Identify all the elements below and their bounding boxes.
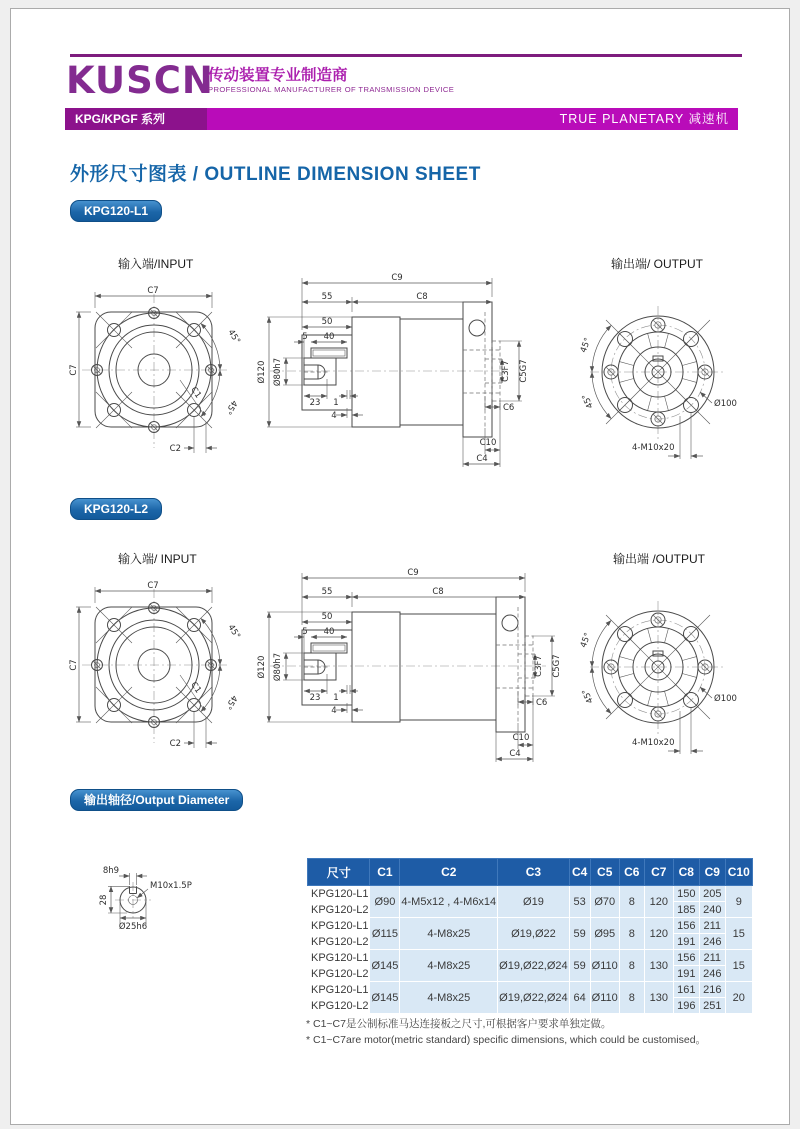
dim-c10: C10 — [512, 733, 530, 743]
output-diameter-badge: 输出轴径/Output Diameter — [70, 789, 243, 811]
footnote-cn: * C1~C7是公制标准马达连接板之尺寸,可根据客户要求单独定做。 — [306, 1018, 612, 1030]
dim-c9: C9 — [407, 568, 419, 578]
dim-45-b: 45° — [580, 686, 596, 705]
dim-c6: C6 — [536, 698, 548, 708]
cell-c10: 15 — [725, 918, 752, 950]
cell-c8: 191 — [673, 934, 699, 950]
cell-c4: 64 — [569, 982, 590, 1014]
dim-4: 4 — [331, 411, 337, 421]
cell-model: KPG120-L1 — [308, 982, 370, 998]
shaft-dimensions — [99, 866, 192, 932]
cell-c1: Ø115 — [370, 918, 400, 950]
cell-c4: 53 — [569, 886, 590, 918]
dim-1: 1 — [333, 398, 339, 408]
cell-model: KPG120-L1 — [308, 918, 370, 934]
cell-c8: 156 — [673, 950, 699, 966]
dim-input-flange: Ø120 — [257, 360, 267, 384]
dim-45-upper: 45° — [225, 622, 242, 641]
cell-c7: 130 — [644, 982, 673, 1014]
footnote-en: * C1~C7are motor(metric standard) specific dimensions, which could be customised。 — [306, 1033, 707, 1046]
l2-output-view-label: 输出端 /OUTPUT — [613, 552, 705, 566]
model-badge-kpg120-l1: KPG120-L1 — [70, 200, 162, 222]
dim-c8: C8 — [432, 587, 444, 597]
cell-c9: 246 — [699, 966, 725, 982]
cell-model: KPG120-L2 — [308, 998, 370, 1014]
cell-model: KPG120-L2 — [308, 966, 370, 982]
dim-45-a: 45° — [578, 336, 594, 355]
dim-45-lower: 45° — [222, 693, 239, 712]
l1-input-view-label: 输入端/INPUT — [118, 257, 194, 271]
cell-model: KPG120-L1 — [308, 950, 370, 966]
table-row — [308, 982, 753, 998]
cell-c7: 120 — [644, 886, 673, 918]
cell-c1: Ø145 — [370, 982, 400, 1014]
col-header-c9: C9 — [699, 859, 725, 886]
dim-shaft-tap: M10x1.5P — [150, 881, 192, 891]
cell-c8: 161 — [673, 982, 699, 998]
output-shaft-drawing — [75, 845, 235, 955]
l2-side-drawing — [256, 561, 580, 789]
dim-c5: C5G7 — [552, 654, 562, 678]
table-row — [308, 918, 753, 934]
dim-c1: C1 — [188, 385, 203, 401]
cell-model: KPG120-L2 — [308, 902, 370, 918]
dim-output-bolt-circle: Ø100 — [714, 694, 737, 704]
dim-45-upper: 45° — [225, 327, 242, 346]
dim-55: 55 — [321, 292, 333, 302]
dim-c4: C4 — [509, 749, 521, 759]
cell-c3: Ø19,Ø22 — [498, 918, 570, 950]
cell-c4: 59 — [569, 950, 590, 982]
dim-c4: C4 — [476, 454, 488, 464]
dim-key-width: 8h9 — [102, 866, 120, 876]
cell-c3: Ø19,Ø22,Ø24 — [498, 982, 570, 1014]
dim-c10: C10 — [479, 438, 497, 448]
dim-23: 23 — [309, 398, 321, 408]
shaft-outline — [115, 882, 151, 918]
catalog-page — [10, 8, 790, 1125]
series-badge: KPG/KPGF 系列 — [65, 108, 207, 130]
l2-input-view-label: 输入端/ INPUT — [118, 552, 197, 566]
page-title: 外形尺寸图表 / OUTLINE DIMENSION SHEET — [70, 164, 481, 185]
dim-c7-top: C7 — [147, 581, 159, 591]
cell-c10: 20 — [725, 982, 752, 1014]
cell-c8: 156 — [673, 918, 699, 934]
dim-55: 55 — [321, 587, 333, 597]
series-banner-right: TRUE PLANETARY 减速机 — [207, 108, 738, 130]
dim-c8: C8 — [416, 292, 428, 302]
dim-shaft-depth: 28 — [99, 894, 109, 906]
dim-input-flange: Ø120 — [257, 655, 267, 679]
cell-c10: 9 — [725, 886, 752, 918]
dim-50: 50 — [321, 317, 333, 327]
col-header-c3: C3 — [498, 859, 570, 886]
cell-c5: Ø110 — [590, 982, 619, 1014]
cell-c4: 59 — [569, 918, 590, 950]
dim-output-bolt-circle: Ø100 — [714, 399, 737, 409]
l2-side-outline — [270, 597, 546, 732]
cell-c6: 8 — [619, 886, 644, 918]
dim-50: 50 — [321, 612, 333, 622]
cell-c9: 211 — [699, 950, 725, 966]
dim-1: 1 — [333, 693, 339, 703]
cell-c2: 4-M8x25 — [400, 918, 498, 950]
col-header-c10: C10 — [725, 859, 752, 886]
cell-c2: 4-M8x25 — [400, 950, 498, 982]
cell-model: KPG120-L1 — [308, 886, 370, 902]
cell-c8: 150 — [673, 886, 699, 902]
col-header-c2: C2 — [400, 859, 498, 886]
cell-model: KPG120-L2 — [308, 934, 370, 950]
dim-c9: C9 — [391, 273, 403, 283]
dim-output-taps: 4-M10x20 — [632, 738, 675, 748]
col-header-c4: C4 — [569, 859, 590, 886]
dim-c7-left: C7 — [69, 659, 79, 671]
col-header-size: 尺寸 — [308, 859, 370, 886]
cell-c3: Ø19,Ø22,Ø24 — [498, 950, 570, 982]
dim-c2: C2 — [169, 444, 181, 454]
dim-bore: Ø80h7 — [273, 652, 283, 682]
footnotes — [306, 1017, 706, 1048]
dim-5: 5 — [302, 627, 308, 637]
cell-c8: 196 — [673, 998, 699, 1014]
cell-c3: Ø19 — [498, 886, 570, 918]
dim-c6: C6 — [503, 403, 515, 413]
cell-c9: 240 — [699, 902, 725, 918]
table-row — [308, 886, 753, 902]
cell-c2: 4-M5x12 , 4-M6x14 — [400, 886, 498, 918]
table-row — [308, 950, 753, 966]
dim-output-taps: 4-M10x20 — [632, 443, 675, 453]
cell-c9: 246 — [699, 934, 725, 950]
l2-output-drawing — [580, 561, 800, 776]
cell-c8: 191 — [673, 966, 699, 982]
cell-c9: 251 — [699, 998, 725, 1014]
brand-tagline-en: PROFESSIONAL MANUFACTURER OF TRANSMISSION DEVICE — [208, 85, 455, 94]
l1-output-view-label: 输出端/ OUTPUT — [611, 257, 703, 271]
brand-logo: KUSCN — [66, 59, 214, 102]
dim-c3: C3F7 — [501, 360, 511, 382]
dim-45-a: 45° — [578, 631, 594, 650]
col-header-c6: C6 — [619, 859, 644, 886]
model-badge-kpg120-l2: KPG120-L2 — [70, 498, 162, 520]
dim-bore: Ø80h7 — [273, 357, 283, 387]
col-header-c8: C8 — [673, 859, 699, 886]
table-header-row — [308, 859, 753, 886]
cell-c1: Ø90 — [370, 886, 400, 918]
cell-c9: 211 — [699, 918, 725, 934]
cell-c6: 8 — [619, 918, 644, 950]
l1-side-dimensions — [256, 273, 529, 467]
dim-c2: C2 — [169, 739, 181, 749]
dim-40: 40 — [323, 332, 335, 342]
cell-c1: Ø145 — [370, 950, 400, 982]
dim-45-b: 45° — [580, 391, 596, 410]
cell-c2: 4-M8x25 — [400, 982, 498, 1014]
cell-c9: 205 — [699, 886, 725, 902]
brand-tagline-cn: 传动装置专业制造商 — [208, 67, 348, 84]
dim-c3: C3F7 — [534, 655, 544, 677]
l1-side-drawing — [256, 266, 534, 494]
cell-c7: 120 — [644, 918, 673, 950]
col-header-c7: C7 — [644, 859, 673, 886]
col-header-c5: C5 — [590, 859, 619, 886]
dim-4: 4 — [331, 706, 337, 716]
dim-45-lower: 45° — [222, 398, 239, 417]
dim-c7-top: C7 — [147, 286, 159, 296]
col-header-c1: C1 — [370, 859, 400, 886]
dim-c7-left: C7 — [69, 364, 79, 376]
cell-c5: Ø110 — [590, 950, 619, 982]
cell-c6: 8 — [619, 950, 644, 982]
cell-c5: Ø95 — [590, 918, 619, 950]
l1-side-outline — [270, 302, 508, 437]
cell-c7: 130 — [644, 950, 673, 982]
cell-c5: Ø70 — [590, 886, 619, 918]
dim-shaft-diameter: Ø25h6 — [118, 922, 148, 932]
header-rule — [70, 54, 742, 57]
dim-40: 40 — [323, 627, 335, 637]
l1-output-drawing — [580, 266, 800, 481]
dim-23: 23 — [309, 693, 321, 703]
dim-5: 5 — [302, 332, 308, 342]
cell-c8: 185 — [673, 902, 699, 918]
dimension-table — [307, 858, 753, 1014]
cell-c6: 8 — [619, 982, 644, 1014]
cell-c10: 15 — [725, 950, 752, 982]
dim-c1: C1 — [188, 680, 203, 696]
cell-c9: 216 — [699, 982, 725, 998]
l2-input-drawing — [69, 565, 272, 777]
l1-input-drawing — [69, 270, 272, 482]
dim-c5: C5G7 — [519, 359, 529, 383]
